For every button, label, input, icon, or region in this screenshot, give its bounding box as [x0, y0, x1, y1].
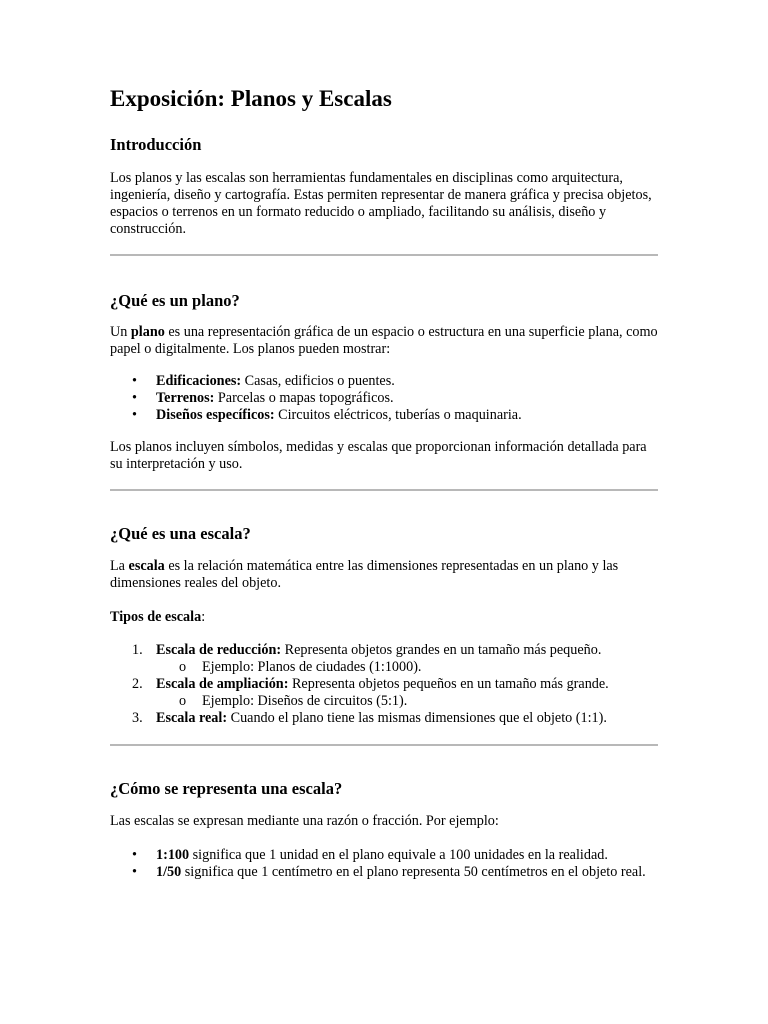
- list-item-text: significa que 1 centímetro en el plano representa 50 centímetros en el objeto real.: [181, 864, 646, 880]
- intro-paragraph: Los planos y las escalas son herramientas fundamentales en disciplinas como arquitectura, ingeniería, diseño y cartografía. Estas permiten representar de manera gráfica y precisa objetos, espacios o terrenos en un formato reducido o ampliado, facilitando su análisis, diseño y construcción.: [110, 170, 652, 237]
- list-item: [110, 710, 658, 727]
- list-item-text: Representa objetos grandes en un tamaño más pequeño.: [281, 642, 602, 658]
- list-item: [110, 864, 658, 881]
- list-item: [110, 407, 658, 424]
- representa-list: [110, 847, 658, 881]
- list-item: [110, 373, 658, 390]
- section-divider: [110, 254, 658, 256]
- list-item-text: Circuitos eléctricos, tuberías o maquinaria.: [274, 407, 522, 423]
- tipos-label-colon: :: [201, 609, 206, 625]
- sub-list-item: [110, 693, 658, 710]
- section-heading-plano: ¿Qué es un plano?: [110, 291, 240, 310]
- bullet-icon: •: [132, 847, 137, 863]
- bullet-icon: •: [132, 407, 137, 423]
- document-title: Exposición: Planos y Escalas: [110, 86, 392, 111]
- sub-list-item-text: Ejemplo: Diseños de circuitos (5:1).: [202, 693, 408, 709]
- list-item-text: Cuando el plano tiene las mismas dimensiones que el objeto (1:1).: [227, 710, 607, 726]
- list-number: 2.: [132, 676, 143, 692]
- list-item-text: Representa objetos pequeños en un tamaño más grande.: [288, 676, 609, 692]
- sub-list: [156, 693, 658, 710]
- list-item: [110, 390, 658, 407]
- sub-bullet-icon: o: [179, 693, 187, 709]
- plano-term: plano: [130, 324, 165, 340]
- list-item-term: Terrenos:: [156, 390, 215, 406]
- list-number: 1.: [132, 642, 143, 658]
- plano-text-post: es una representación gráfica de un espacio o estructura en una superficie plana, como papel o digitalmente. Los planos pueden mostrar:: [110, 324, 658, 357]
- bullet-icon: •: [132, 390, 137, 406]
- escala-text-post: es la relación matemática entre las dimensiones representadas en un plano y las dimensiones reales del objeto.: [110, 558, 619, 591]
- plano-paragraph-2: Los planos incluyen símbolos, medidas y escalas que proporcionan información detallada para su interpretación y uso.: [110, 439, 647, 472]
- sub-bullet-icon: o: [179, 659, 187, 675]
- section-divider: [110, 744, 658, 746]
- list-number: 3.: [132, 710, 143, 726]
- list-item-term: Edificaciones:: [156, 373, 242, 389]
- list-item-text: significa que 1 unidad en el plano equivale a 100 unidades en la realidad.: [189, 847, 608, 863]
- list-item-term: Escala de ampliación:: [156, 676, 289, 692]
- plano-paragraph: [110, 324, 658, 358]
- escala-term: escala: [128, 558, 165, 574]
- list-item: [110, 676, 658, 710]
- plano-text-pre: Un: [110, 324, 131, 340]
- document-body: [110, 84, 658, 881]
- list-item: [110, 642, 658, 676]
- list-item-term: Escala real:: [156, 710, 228, 726]
- section-divider: [110, 489, 658, 491]
- section-heading-representa: ¿Cómo se representa una escala?: [110, 779, 343, 798]
- list-item-term: 1:100: [156, 847, 190, 863]
- escala-types-list: [110, 642, 658, 727]
- list-item-term: Escala de reducción:: [156, 642, 282, 658]
- tipos-label-text: Tipos de escala: [110, 609, 202, 625]
- list-item: [110, 847, 658, 864]
- bullet-icon: •: [132, 373, 137, 389]
- sub-list-item-text: Ejemplo: Planos de ciudades (1:1000).: [202, 659, 422, 675]
- representa-paragraph: Las escalas se expresan mediante una razón o fracción. Por ejemplo:: [110, 813, 499, 829]
- escala-text-pre: La: [110, 558, 129, 574]
- list-item-term: 1/50: [156, 864, 182, 880]
- tipos-label: [110, 609, 658, 626]
- sub-list-item: [110, 659, 658, 676]
- bullet-icon: •: [132, 864, 137, 880]
- section-heading-escala: ¿Qué es una escala?: [110, 524, 251, 543]
- sub-list: [156, 659, 658, 676]
- list-item-term: Diseños específicos:: [156, 407, 275, 423]
- list-item-text: Casas, edificios o puentes.: [241, 373, 395, 389]
- plano-list: [110, 373, 658, 424]
- escala-paragraph: [110, 558, 658, 592]
- section-heading-intro: Introducción: [110, 135, 202, 154]
- list-item-text: Parcelas o mapas topográficos.: [214, 390, 394, 406]
